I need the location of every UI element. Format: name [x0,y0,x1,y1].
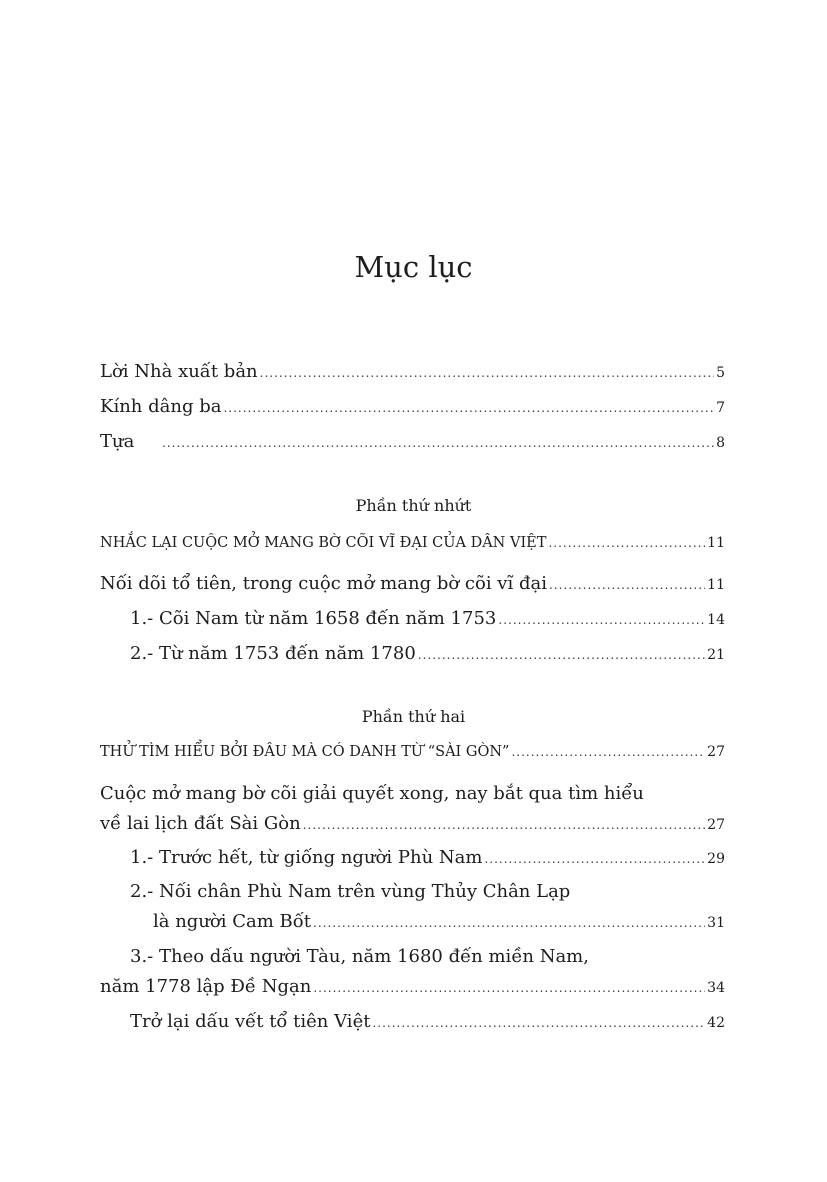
toc-page-number: 29 [707,851,725,867]
part-heading: Phần thứ nhứt [355,496,472,515]
toc-entry[interactable] [100,572,725,597]
toc-page-number: 42 [707,1015,725,1031]
toc-page-number: 11 [707,577,725,593]
toc-page-number: 27 [707,817,725,833]
toc-entry-label: năm 1778 lập Đề Ngạn [100,976,312,997]
dot-leader [313,976,705,1000]
toc-page-number: 5 [716,365,725,381]
dot-leader [260,361,714,385]
toc-entry-label: Kính dâng ba [100,396,222,417]
toc-entry[interactable] [100,975,725,1000]
toc-page-number: 21 [707,647,725,663]
toc-entry[interactable] [130,642,725,667]
dot-leader [303,813,705,837]
dot-leader [484,847,705,871]
toc-entry[interactable] [130,1010,725,1035]
toc-page-number: 11 [707,535,725,551]
toc-entry-label: Nối dõi tổ tiên, trong cuộc mở mang bờ cõi vĩ đại [100,573,547,594]
dot-leader [548,531,705,555]
toc-entry[interactable] [100,812,725,837]
toc-entry-label: 1.- Cõi Nam từ năm 1658 đến năm 1753 [130,608,497,629]
dot-leader [162,431,714,455]
toc-entry-label: 1.- Trước hết, từ giống người Phù Nam [130,847,483,868]
toc-entry[interactable] [100,360,725,385]
toc-entry-line: Cuộc mở mang bờ cõi giải quyết xong, nay bắt qua tìm hiểu [100,783,644,804]
toc-page-number: 8 [716,435,725,451]
dot-leader [223,396,714,420]
dot-leader [313,911,705,935]
toc-page-number: 27 [707,744,725,760]
part-heading: Phần thứ hai [361,707,466,726]
toc-entry-label: về lai lịch đất Sài Gòn [100,813,301,834]
dot-leader [372,1011,705,1035]
toc-entry-label: Lời Nhà xuất bản [100,361,258,382]
toc-entry-label: 2.- Từ năm 1753 đến năm 1780 [130,643,416,664]
toc-entry-line: 2.- Nối chân Phù Nam trên vùng Thủy Chân Lạp [130,881,571,902]
toc-page-number: 7 [716,400,725,416]
toc-entry[interactable] [153,910,725,935]
toc-page-number: 31 [707,915,725,931]
toc-entry[interactable] [130,607,725,632]
dot-leader [511,740,705,764]
dot-leader [498,608,705,632]
toc-part-title[interactable] [100,531,725,555]
toc-part-title[interactable] [100,740,725,764]
toc-entry[interactable] [130,846,725,871]
toc-page-number: 34 [707,980,725,996]
page-title: Mục lục [354,250,473,284]
toc-entry-label: Tựa [100,431,135,452]
toc-entry[interactable] [100,395,725,420]
toc-entry-label: NHẮC LẠI CUỘC MỞ MANG BỜ CÕI VĨ ĐẠI CỦA DÂN VIỆT [100,535,547,551]
dot-leader [418,643,705,667]
toc-page-number: 14 [707,612,725,628]
toc-entry-label: là người Cam Bốt [153,911,312,932]
toc-entry[interactable] [100,430,725,455]
dot-leader [549,573,705,597]
toc-entry-label: Trở lại dấu vết tổ tiên Việt [130,1011,371,1032]
toc-entry-line: 3.- Theo dấu người Tàu, năm 1680 đến miền Nam, [130,946,589,967]
toc-entry-label: THỬ TÌM HIỂU BỞI ĐÂU MÀ CÓ DANH TỪ “SÀI GÒN” [100,744,510,760]
